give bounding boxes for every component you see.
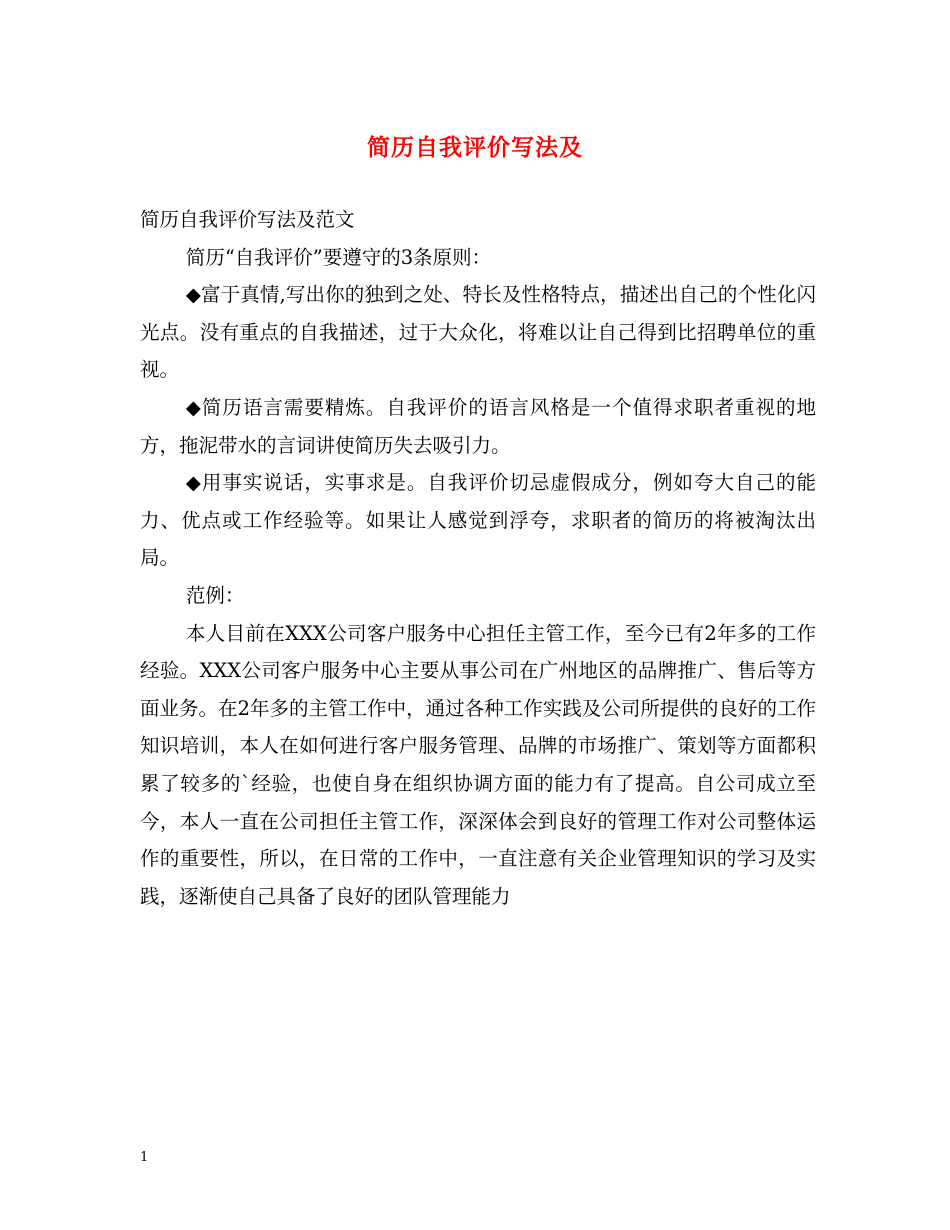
document-title: 简历自我评价写法及 <box>367 134 583 161</box>
page-number: 1 <box>140 1150 149 1165</box>
paragraph-principle-2: ◆简历语言需要精炼。自我评价的语言风格是一个值得求职者重视的地方，拖泥带水的言词讲使简历失去吸引力。 <box>140 395 816 457</box>
paragraph-example-label: 范例： <box>185 583 245 607</box>
document-body <box>140 201 816 915</box>
paragraph-example-text: 本人目前在XXX公司客户服务中心担任主管工作，至今已有2年多的工作经验。XXX公司客户服务中心主要从事公司在广州地区的品牌推广、售后等方面业务。在2年多的主管工作中，通过各种工作实践及公司所提供的良好的工作知识培训，本人在如何进行客户服务管理、品牌的市场推广、策划等方面都积累了较多的`经验，也使自身在组织协调方面的能力有了提高。自公司成立至今，本人一直在公司担任主管工作，深深体会到良好的管理工作对公司整体运作的重要性，所以，在日常的工作中，一直注意有关企业管理知识的学习及实践，逐渐使自己具备了良好的团队管理能力 <box>140 621 816 908</box>
paragraph-principles-intro: 简历“自我评价”要遵守的3条原则： <box>185 245 492 269</box>
paragraph-heading: 简历自我评价写法及范文 <box>140 208 355 231</box>
paragraph-principle-1: ◆富于真情,写出你的独到之处、特长及性格特点，描述出自己的个性化闪光点。没有重点的自我描述，过于大众化，将难以让自己得到比招聘单位的重视。 <box>140 283 816 382</box>
paragraph-principle-3: ◆用事实说话，实事求是。自我评价切忌虚假成分，例如夸大自己的能力、优点或工作经验等。如果让人感觉到浮夸，求职者的简历的将被淘汰出局。 <box>140 471 816 570</box>
